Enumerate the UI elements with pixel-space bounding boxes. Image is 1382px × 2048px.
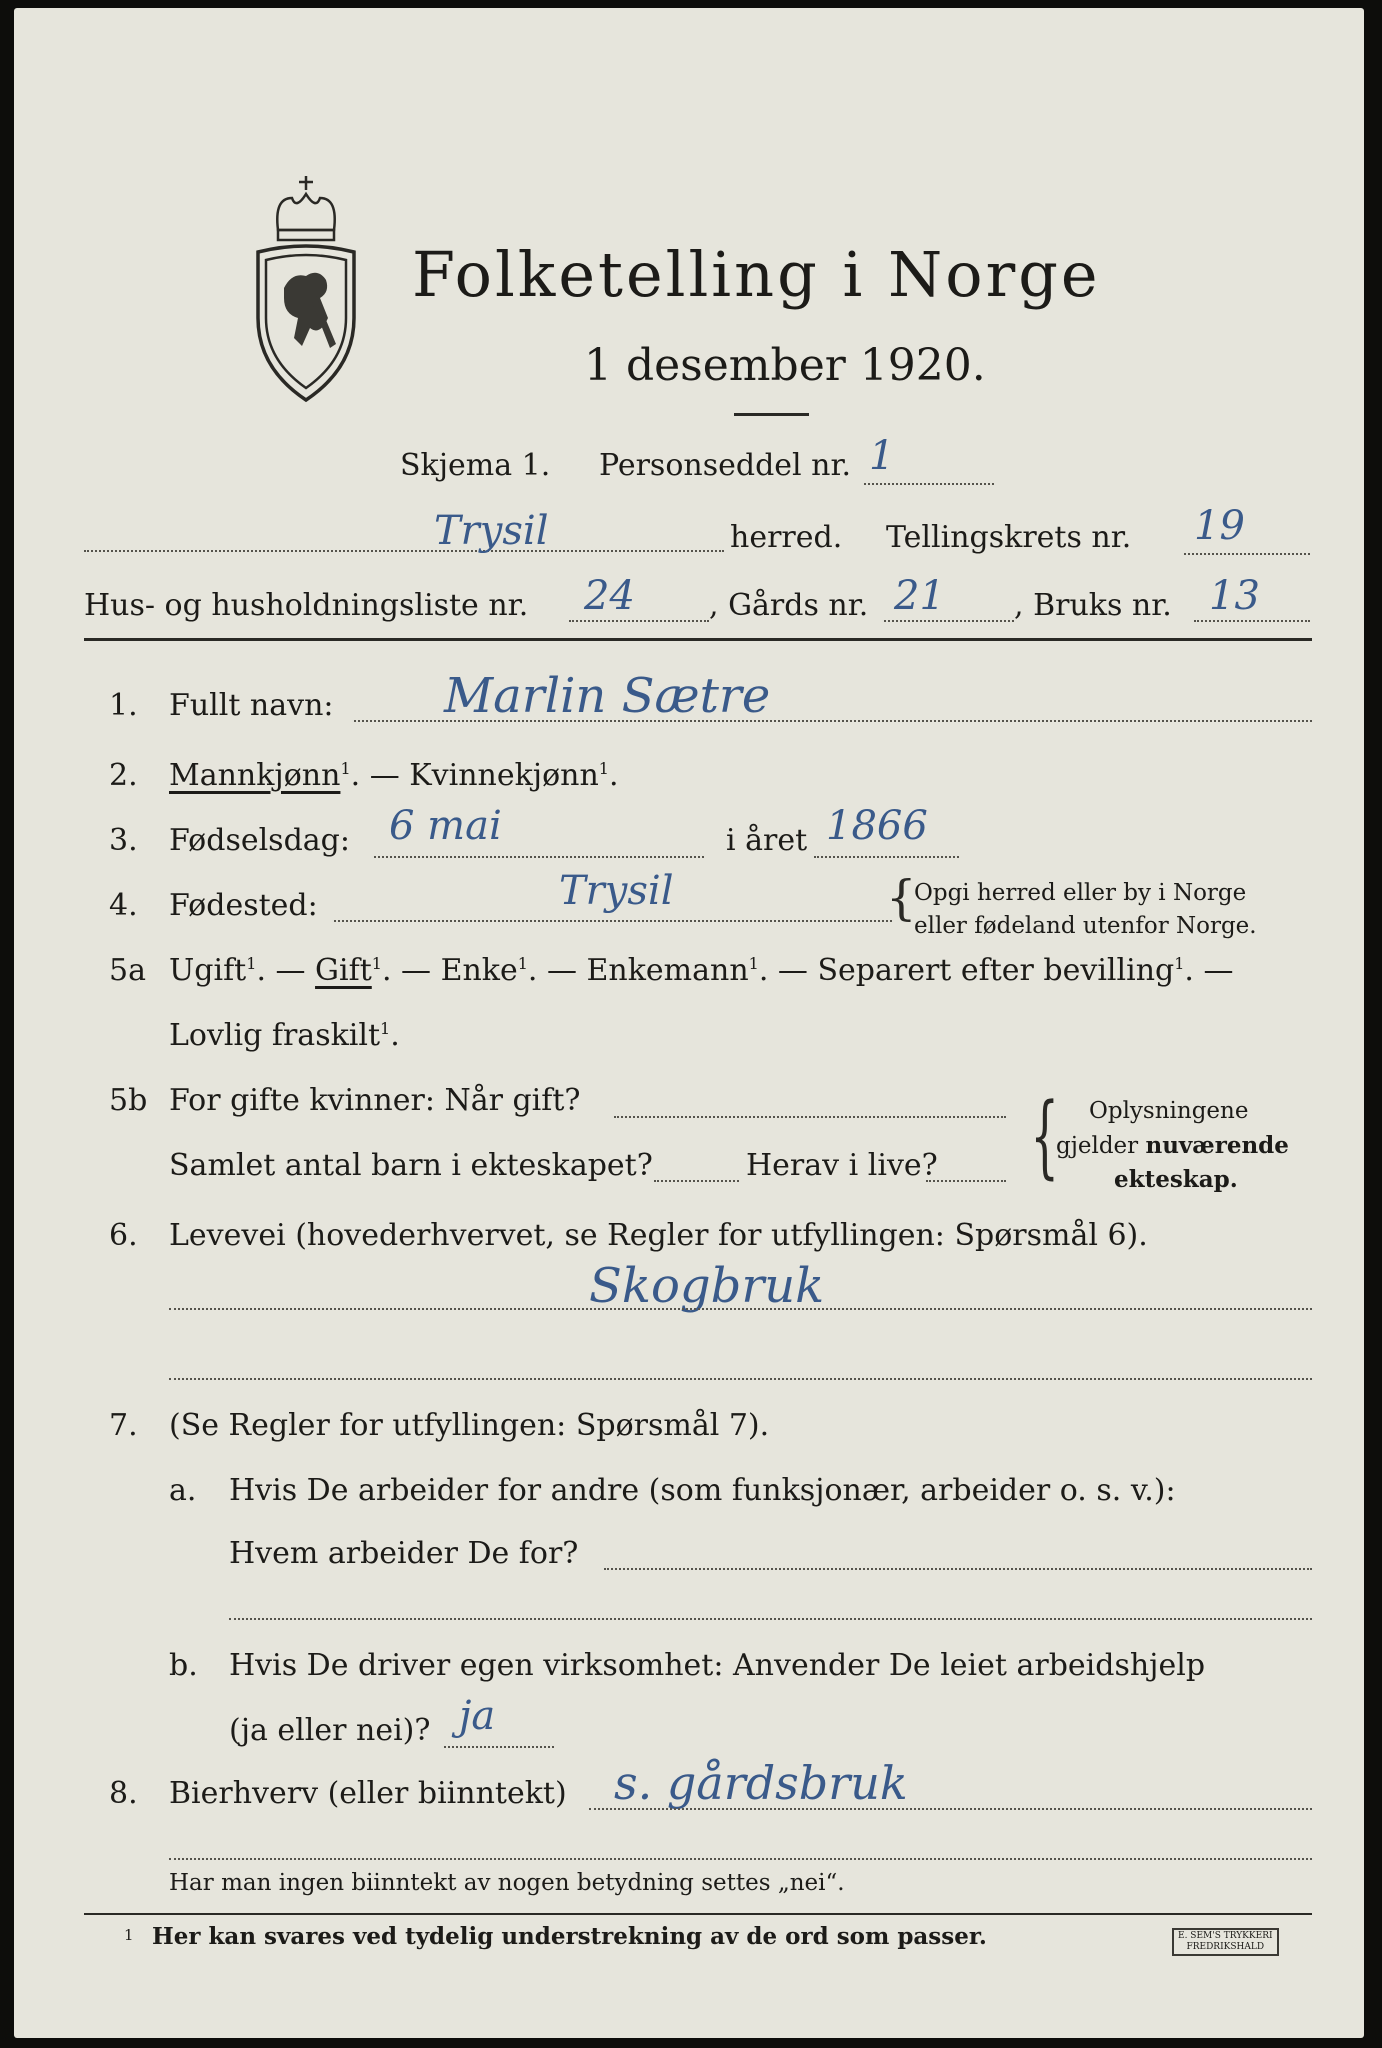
hus-label: Hus- og husholdningsliste nr. <box>84 588 529 623</box>
tellingskrets-label: Tellingskrets nr. <box>886 520 1132 555</box>
q8-label: Bierhverv (eller biinntekt) <box>169 1776 567 1811</box>
q2-mannkjonn: Mannkjønn <box>169 758 341 793</box>
q5b-alive-line <box>926 1180 1006 1182</box>
bruks-label: , Bruks nr. <box>1014 588 1172 623</box>
q5b-married-line <box>614 1116 1006 1118</box>
q5b-label1: For gifte kvinner: Når gift? <box>169 1083 581 1118</box>
q4-label: Fødested: <box>169 888 318 923</box>
q4-note1: Opgi herred eller by i Norge <box>914 880 1247 906</box>
q3-year-line <box>814 856 959 858</box>
personseddel-line <box>864 483 994 485</box>
tellingskrets-value: 19 <box>1194 503 1245 549</box>
q7a-line1 <box>604 1568 1312 1570</box>
q1-number: 1. <box>109 688 138 723</box>
q7a-text2: Hvem arbeider De for? <box>229 1536 579 1571</box>
q5a-fraskilt: Lovlig fraskilt <box>169 1018 381 1053</box>
footnote-text: Her kan svares ved tydelig understrekning av de ord som passer. <box>152 1923 987 1950</box>
q4-note2: eller fødeland utenfor Norge. <box>914 913 1257 939</box>
herred-value: Trysil <box>434 508 549 554</box>
hus-value: 24 <box>584 573 635 619</box>
q6-number: 6. <box>109 1218 138 1253</box>
footnote-divider <box>84 1913 1312 1915</box>
q5a-number: 5a <box>109 953 146 988</box>
q4-number: 4. <box>109 888 138 923</box>
title-divider <box>734 413 809 416</box>
q1-full-name: Marlin Sætre <box>444 668 771 724</box>
q5a-gift: Gift <box>315 953 372 988</box>
q5a-options: Ugift$^1$. — Gift$^1$. — Enke$^1$. — Enkemann$^1$. — Separert efter bevilling$^1$. — <box>169 953 1234 988</box>
gards-line <box>884 620 1014 622</box>
q2-number: 2. <box>109 758 138 793</box>
q5b-note2: gjelder nuværende <box>1056 1132 1289 1159</box>
q2-end: . <box>608 758 619 793</box>
q2-options <box>169 758 619 793</box>
q6-occupation: Skogbruk <box>589 1258 825 1314</box>
q4-bracket: { <box>886 870 917 926</box>
q1-label: Fullt navn: <box>169 688 334 723</box>
census-date: 1 desember 1920. <box>584 340 986 391</box>
q5b-number: 5b <box>109 1083 148 1118</box>
form-title: Folketelling i Norge <box>412 238 1101 311</box>
q7a-text: Hvis De arbeider for andre (som funksjonær, arbeider o. s. v.): <box>229 1473 1176 1508</box>
herred-label: herred. <box>730 520 843 555</box>
personseddel-value: 1 <box>869 433 895 479</box>
note-nei: Har man ingen biinntekt av nogen betydning settes „nei“. <box>169 1870 845 1896</box>
q2-sep: . — <box>350 758 410 793</box>
q5a-ugift: Ugift <box>169 953 247 988</box>
q7a-letter: a. <box>169 1473 197 1508</box>
q3-year-label: i året <box>726 823 808 858</box>
q7-number: 7. <box>109 1408 138 1443</box>
header-divider <box>84 638 1312 641</box>
q5b-label3: Herav i live? <box>746 1148 938 1183</box>
printer-stamp: E. SEM'S TRYKKERI FREDRIKSHALD <box>1172 1928 1279 1956</box>
q8-line2 <box>169 1858 1312 1860</box>
q3-line <box>374 856 704 858</box>
q5a-enke: Enke <box>440 953 518 988</box>
q5b-label2: Samlet antal barn i ekteskapet? <box>169 1148 653 1183</box>
q2-kvinnekjonn: Kvinnekjønn <box>409 758 599 793</box>
q3-birthday: 6 mai <box>389 803 502 849</box>
personseddel-label: Personseddel nr. <box>599 448 852 483</box>
schema-label: Skjema 1. <box>400 448 551 483</box>
q7b-text: Hvis De driver egen virksomhet: Anvender De leiet arbeidshjelp <box>229 1648 1206 1683</box>
q7b-letter: b. <box>169 1648 198 1683</box>
q7b-text2: (ja eller nei)? <box>229 1713 431 1748</box>
q6-line2 <box>169 1378 1312 1380</box>
q3-label: Fødselsdag: <box>169 823 350 858</box>
q5b-note3: ekteskap. <box>1114 1166 1238 1193</box>
gards-value: 21 <box>894 573 945 619</box>
q4-birthplace: Trysil <box>559 868 674 914</box>
q2-sup2: 1 <box>598 759 609 778</box>
gards-label: , Gårds nr. <box>709 588 869 623</box>
q8-side-income: s. gårdsbruk <box>614 1756 908 1810</box>
q7b-answer: ja <box>459 1693 496 1739</box>
q8-line1 <box>589 1808 1312 1810</box>
bruks-value: 13 <box>1209 573 1260 619</box>
norwegian-coat-of-arms-icon <box>244 168 369 408</box>
q5b-note1: Oplysningene <box>1089 1098 1249 1124</box>
herred-line <box>84 550 724 552</box>
q5a-enkemann: Enkemann <box>586 953 749 988</box>
q3-birth-year: 1866 <box>826 803 928 849</box>
q6-line1 <box>169 1308 1312 1310</box>
q5a-fraskilt-line: Lovlig fraskilt$^1$. <box>169 1018 400 1053</box>
q6-label: Levevei (hovederhvervet, se Regler for utfyllingen: Spørsmål 6). <box>169 1218 1148 1253</box>
q8-number: 8. <box>109 1776 138 1811</box>
tellingskrets-line <box>1184 553 1310 555</box>
q7a-line2 <box>229 1618 1312 1620</box>
hus-line <box>569 620 709 622</box>
q1-line <box>354 720 1312 722</box>
q5a-separert: Separert efter bevilling <box>817 953 1175 988</box>
q5b-children-line <box>654 1180 739 1182</box>
q4-line <box>334 920 892 922</box>
census-form-sheet <box>14 8 1364 2038</box>
footnote-mark: 1 <box>124 1926 134 1944</box>
q3-number: 3. <box>109 823 138 858</box>
q2-sup1: 1 <box>340 759 351 778</box>
q7b-line <box>444 1746 554 1748</box>
q5b-bracket: { <box>1030 1084 1059 1189</box>
bruks-line <box>1194 620 1310 622</box>
q7-label: (Se Regler for utfyllingen: Spørsmål 7). <box>169 1408 770 1443</box>
